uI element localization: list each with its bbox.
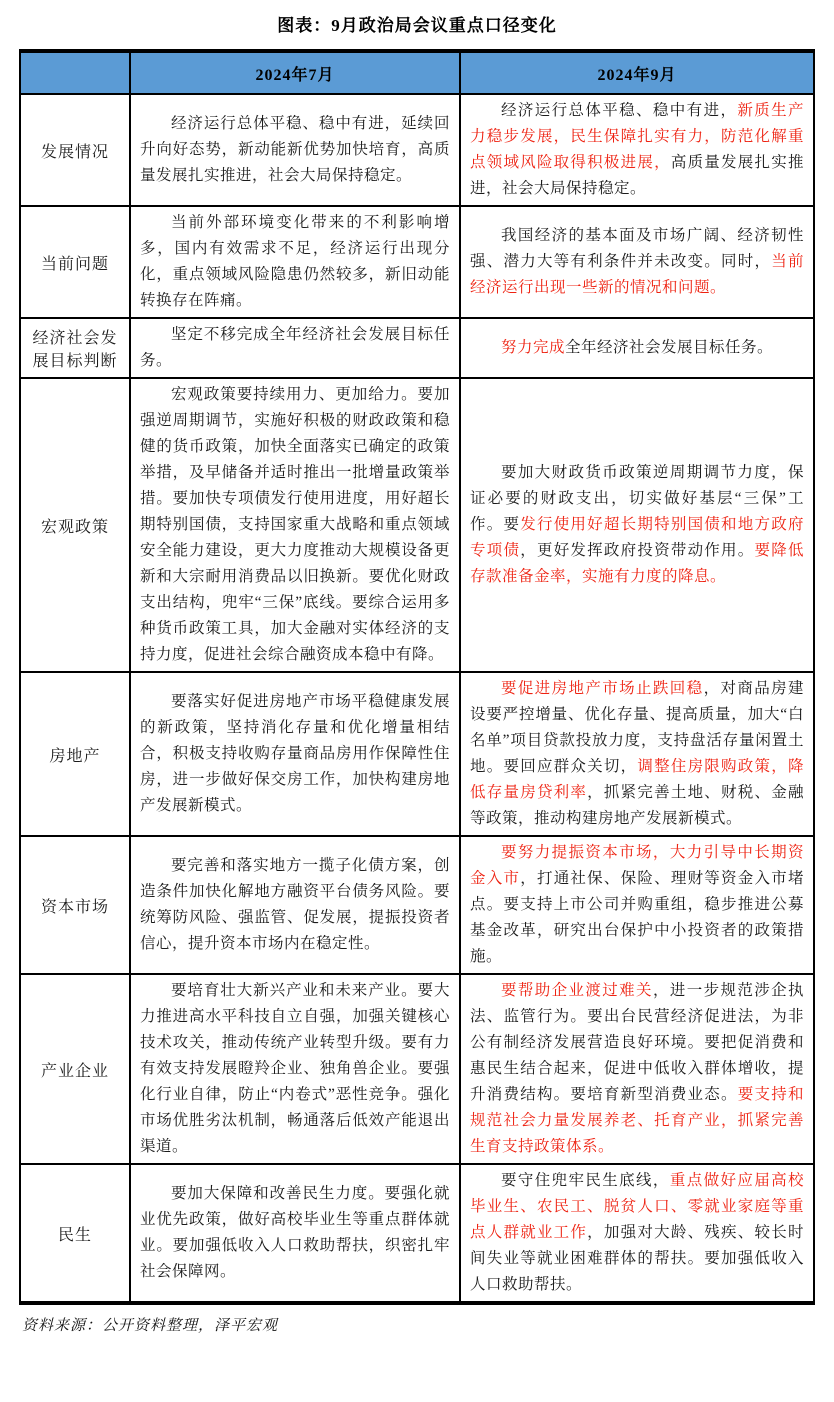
cell-july <box>130 378 460 672</box>
highlighted-change-text: 新质生产力稳步发展，民生保障扎实有力，防范化解重点领域风险取得积极进展， <box>470 102 804 171</box>
cell-paragraph <box>470 840 804 970</box>
cell-paragraph <box>140 382 450 668</box>
cell-september <box>460 318 814 378</box>
body-text: 要加大保障和改善民生力度。要强化就业优先政策，做好高校毕业生等重点群体就业。要加强低收入人口救助帮扶，织密扎牢社会保障网。 <box>140 1185 450 1280</box>
highlighted-change-text: 努力完成 <box>501 339 566 356</box>
row-label: 发展情况 <box>20 94 130 206</box>
body-text: ，进一步规范涉企执法、监管行为。要出台民营经济促进法，为非公有制经济发展营造良好环境。要把促消费和惠民生结合起来，促进中低收入群体增收，提升消费结构。要培育新型消费业态。 <box>470 982 804 1103</box>
cell-july <box>130 672 460 836</box>
cell-paragraph <box>140 210 450 314</box>
table-header-row <box>20 51 814 94</box>
header-july-2024: 2024年7月 <box>130 51 460 94</box>
body-text: 全年经济社会发展目标任务。 <box>565 339 774 356</box>
cell-september <box>460 672 814 836</box>
body-text: 经济运行总体平稳、稳中有进，延续回升向好态势，新动能新优势加快培育，高质量发展扎实推进，社会大局保持稳定。 <box>140 115 450 184</box>
cell-paragraph <box>470 676 804 832</box>
cell-paragraph <box>470 1168 804 1298</box>
highlighted-change-text: 当前经济运行出现一些新的情况和问题。 <box>470 253 804 296</box>
body-text: 当前外部环境变化带来的不利影响增多，国内有效需求不足，经济运行出现分化，重点领域风险隐患仍然较多，新旧动能转换存在阵痛。 <box>140 214 450 309</box>
cell-july <box>130 94 460 206</box>
body-text: 要落实好促进房地产市场平稳健康发展的新政策，坚持消化存量和优化增量相结合，积极支持收购存量商品房用作保障性住房，进一步做好保交房工作，加快构建房地产发展新模式。 <box>140 693 450 814</box>
highlighted-change-text: 要支持和规范社会力量发展养老、托育产业，抓紧完善生育支持政策体系。 <box>470 1086 804 1155</box>
header-empty-cell <box>20 51 130 94</box>
cell-paragraph <box>140 111 450 189</box>
cell-july <box>130 318 460 378</box>
cell-paragraph <box>140 853 450 957</box>
highlighted-change-text: 要帮助企业渡过难关 <box>501 982 653 999</box>
cell-september <box>460 206 814 318</box>
body-text: 坚定不移完成全年经济社会发展目标任务。 <box>140 326 450 369</box>
highlighted-change-text: 要努力提振资本市场，大力引导中长期资金入市 <box>470 844 804 887</box>
table-row <box>20 836 814 974</box>
body-text: ，更好发挥政府投资带动作用。 <box>520 542 755 559</box>
body-text: ，对商品房建设要严控增量、优化存量、提高质量，加大“白名单”项目贷款投放力度，支持盘活存量闲置土地。要回应群众关切， <box>470 680 804 775</box>
cell-paragraph <box>470 335 804 361</box>
cell-paragraph <box>470 978 804 1160</box>
cell-september <box>460 836 814 974</box>
cell-july <box>130 1164 460 1303</box>
table-row <box>20 672 814 836</box>
body-text: 要加大财政货币政策逆周期调节力度，保证必要的财政支出，切实做好基层“三保”工作。要 <box>470 464 804 533</box>
highlighted-change-text: 重点做好应届高校毕业生、农民工、脱贫人口、零就业家庭等重点人群就业工作 <box>470 1172 804 1241</box>
highlighted-change-text: 要促进房地产市场止跌回稳 <box>501 680 704 697</box>
cell-september <box>460 94 814 206</box>
row-label: 民生 <box>20 1164 130 1303</box>
table-row <box>20 318 814 378</box>
header-september-2024: 2024年9月 <box>460 51 814 94</box>
cell-paragraph <box>470 460 804 590</box>
body-text: ，打通社保、保险、理财等资金入市堵点。要支持上市公司并购重组，稳步推进公募基金改革，研究出台保护中小投资者的政策措施。 <box>470 870 804 965</box>
body-text: 经济运行总体平稳、稳中有进， <box>501 102 738 119</box>
highlighted-change-text: 发行使用好超长期特别国债和地方政府专项债 <box>470 516 804 559</box>
table-row <box>20 378 814 672</box>
row-label: 房地产 <box>20 672 130 836</box>
body-text: 高质量发展扎实推进，社会大局保持稳定。 <box>470 154 804 197</box>
body-text: 要培育壮大新兴产业和未来产业。要大力推进高水平科技自立自强，加强关键核心技术攻关，推动传统产业转型升级。要有力有效支持发展瞪羚企业、独角兽企业。要强化行业自律，防止“内卷式”恶性竞争。强化市场优胜劣汰机制，畅通落后低效产能退出渠道。 <box>140 982 450 1155</box>
body-text: ，加强对大龄、残疾、较长时间失业等就业困难群体的帮扶。要加强低收入人口救助帮扶。 <box>470 1224 804 1293</box>
body-text: 我国经济的基本面及市场广阔、经济韧性强、潜力大等有利条件并未改变。同时， <box>470 227 804 270</box>
cell-july <box>130 836 460 974</box>
cell-paragraph <box>140 689 450 819</box>
cell-september <box>460 378 814 672</box>
page-title: 图表：9月政治局会议重点口径变化 <box>277 16 557 35</box>
row-label: 当前问题 <box>20 206 130 318</box>
highlighted-change-text: 调整住房限购政策，降低存量房贷利率 <box>470 758 804 801</box>
body-text: 宏观政策要持续用力、更加给力。要加强逆周期调节，实施好积极的财政政策和稳健的货币政策，加快全面落实已确定的政策举措，及早储备并适时推出一批增量政策举措。要加快专项债发行使用进度，用好超长期特别国债，支持国家重大战略和重点领域安全能力建设，更大力度推动大规模设备更新和大宗耐用消费品以旧换新。要优化财政支出结构，兜牢“三保”底线。要综合运用多种货币政策工具，加大金融对实体经济的支持力度，促进社会综合融资成本稳中有降。 <box>140 386 450 663</box>
cell-paragraph <box>140 978 450 1160</box>
cell-paragraph <box>140 322 450 374</box>
body-text: 要守住兜牢民生底线， <box>501 1172 670 1189</box>
cell-september <box>460 974 814 1164</box>
highlighted-change-text: 要降低存款准备金率，实施有力度的降息。 <box>470 542 804 585</box>
table-row <box>20 974 814 1164</box>
cell-september <box>460 1164 814 1303</box>
cell-paragraph <box>470 98 804 202</box>
row-label: 产业企业 <box>20 974 130 1164</box>
body-text: ，抓紧完善土地、财税、金融等政策，推动构建房地产发展新模式。 <box>470 784 804 827</box>
body-text: 要完善和落实地方一揽子化债方案，创造条件加快化解地方融资平台债务风险。要统筹防风险、强监管、促发展，提振投资者信心，提升资本市场内在稳定性。 <box>140 857 450 952</box>
row-label: 资本市场 <box>20 836 130 974</box>
policy-comparison-table <box>19 49 815 1305</box>
cell-paragraph <box>140 1181 450 1285</box>
cell-july <box>130 206 460 318</box>
cell-paragraph <box>470 223 804 301</box>
table-row <box>20 94 814 206</box>
row-label: 经济社会发展目标判断 <box>20 318 130 378</box>
row-label: 宏观政策 <box>20 378 130 672</box>
table-row <box>20 1164 814 1303</box>
table-row <box>20 206 814 318</box>
source-note: 资料来源：公开资料整理，泽平宏观 <box>22 1318 279 1334</box>
cell-july <box>130 974 460 1164</box>
